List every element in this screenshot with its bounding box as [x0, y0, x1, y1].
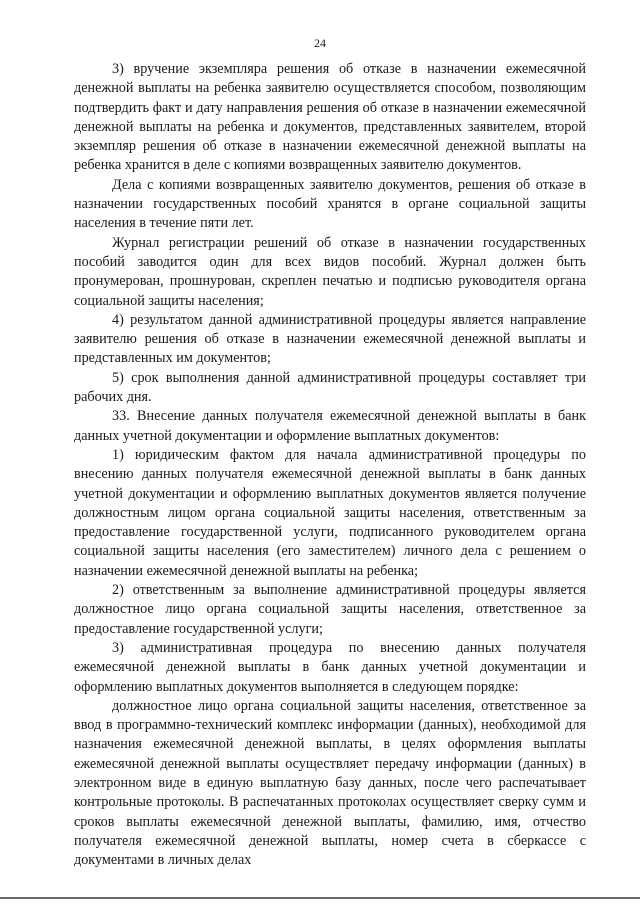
- paragraph: Журнал регистрации решений об отказе в назначении государственных пособий заводится один для всех видов пособий. Журнал должен быть пронумерован, прошнурован, скреплен печатью и подписью руководителя органа социальной защиты населения;: [74, 234, 586, 309]
- paragraph: 5) срок выполнения данной административной процедуры составляет три рабочих дня.: [74, 369, 586, 406]
- paragraph: 3) вручение экземпляра решения об отказе в назначении ежемесячной денежной выплаты на ребенка заявителю осуществляется способом, позволяющим подтвердить факт и дату направления решения об отказе в назначении ежемесячной денежной выплаты на ребенка и документов, представленных заявителем, второй экземпляр решения об отказе в назначении ежемесячной денежной выплаты на ребенка хранится в деле с копиями возвращенных заявителю документов.: [74, 61, 586, 174]
- page-bottom-edge: [0, 897, 640, 899]
- page-number: 24: [314, 36, 326, 50]
- paragraph: 3) административная процедура по внесению данных получателя ежемесячной денежной выплаты в банк данных учетной документации и оформлению выплатных документов выполняется в следующем порядке:: [74, 639, 586, 695]
- paragraph: Дела с копиями возвращенных заявителю документов, решения об отказе в назначении государственных пособий хранятся в органе социальной защиты населения в течение пяти лет.: [74, 176, 586, 232]
- paragraph: 4) результатом данной административной процедуры является направление заявителю решения об отказе в назначении ежемесячной денежной выплаты и представленных им документов;: [74, 311, 586, 367]
- section-heading-paragraph: 33. Внесение данных получателя ежемесячной денежной выплаты в банк данных учетной документации и оформление выплатных документов:: [74, 408, 586, 444]
- paragraph: 2) ответственным за выполнение административной процедуры является должностное лицо органа социальной защиты населения, ответственное за предоставление государственной услуги;: [74, 582, 586, 637]
- paragraph: 1) юридическим фактом для начала административной процедуры по внесению данных получателя ежемесячной денежной выплаты в банк данных учетной документации и оформлению выплатных документов является получение должностным лицом органа социальной защиты населения, ответственным за предоставление государственной услуги, подписанного руководителем органа социальной защиты населения (его заместителем) личного дела с решением о назначении ежемесячной денежной выплаты на ребенка;: [74, 446, 586, 579]
- document-body: [74, 60, 586, 870]
- paragraph: должностное лицо органа социальной защиты населения, ответственное за ввод в программно-технический комплекс информации (данных), необходимой для назначения ежемесячной денежной выплаты, в целях оформления выплаты ежемесячной денежной выплаты осуществляет передачу информации (данных) в электронном виде в единую выплатную базу данных, после чего распечатывает контрольные протоколы. В распечатанных протоколах осуществляет сверку сумм и сроков выплаты ежемесячной денежной выплаты, фамилию, имя, отчество получателя ежемесячной денежной выплаты, номер счета в сберкассе с документами в личных делах: [74, 697, 586, 869]
